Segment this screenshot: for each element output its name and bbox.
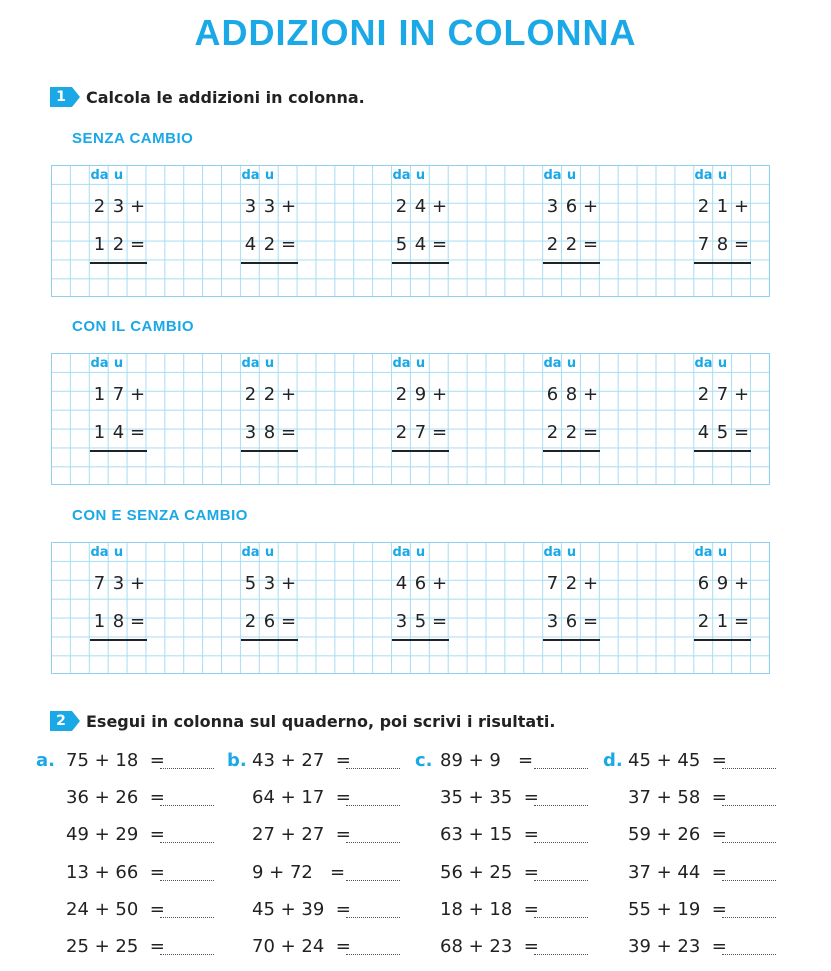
digit: 7 bbox=[414, 422, 427, 443]
digit: 2 bbox=[565, 234, 578, 255]
digit: 8 bbox=[716, 234, 729, 255]
first-addend bbox=[543, 384, 619, 408]
answer-blank[interactable] bbox=[534, 754, 588, 769]
digit: 2 bbox=[112, 234, 125, 255]
digit: 5 bbox=[244, 573, 257, 594]
first-addend bbox=[90, 384, 166, 408]
digit: 5 bbox=[716, 422, 729, 443]
column-addition bbox=[543, 543, 619, 663]
addition-expression: 9 + 72 = bbox=[252, 862, 346, 883]
first-addend bbox=[241, 384, 317, 408]
answer-blank[interactable] bbox=[160, 866, 214, 881]
plus-sign: + bbox=[129, 196, 146, 217]
second-addend bbox=[392, 611, 468, 635]
place-value-label: da bbox=[241, 356, 260, 371]
place-value-labels bbox=[241, 168, 279, 183]
column-addition bbox=[90, 166, 166, 286]
digit: 2 bbox=[263, 234, 276, 255]
equals-sign: = bbox=[431, 422, 448, 443]
place-value-label: da bbox=[90, 168, 109, 183]
digit: 2 bbox=[395, 422, 408, 443]
first-addend bbox=[694, 384, 770, 408]
result-line bbox=[241, 639, 298, 641]
digit: 4 bbox=[112, 422, 125, 443]
plus-sign: + bbox=[582, 573, 599, 594]
exercise-2-header bbox=[50, 711, 555, 731]
second-addend bbox=[241, 422, 317, 446]
plus-sign: + bbox=[733, 196, 750, 217]
equals-sign: = bbox=[280, 611, 297, 632]
addition-expression: 27 + 27 = bbox=[252, 824, 351, 845]
answer-blank[interactable] bbox=[534, 791, 588, 806]
addition-expression: 56 + 25 = bbox=[440, 862, 539, 883]
answer-blank[interactable] bbox=[346, 754, 400, 769]
first-addend bbox=[90, 573, 166, 597]
place-value-labels bbox=[543, 356, 581, 371]
exercise-1-header bbox=[50, 87, 365, 107]
addition-expression: 55 + 19 = bbox=[628, 899, 727, 920]
place-value-labels bbox=[392, 356, 430, 371]
column-addition bbox=[90, 543, 166, 663]
first-addend bbox=[694, 196, 770, 220]
place-value-labels bbox=[694, 545, 732, 560]
column-addition bbox=[694, 543, 770, 663]
place-value-label: u bbox=[264, 356, 275, 371]
equals-sign: = bbox=[582, 234, 599, 255]
digit: 7 bbox=[93, 573, 106, 594]
digit: 6 bbox=[546, 384, 559, 405]
second-addend bbox=[241, 234, 317, 258]
place-value-labels bbox=[90, 356, 128, 371]
exercise-1-instruction: Calcola le addizioni in colonna. bbox=[86, 87, 365, 107]
place-value-label: u bbox=[415, 168, 426, 183]
digit: 3 bbox=[112, 196, 125, 217]
answer-blank[interactable] bbox=[534, 828, 588, 843]
digit: 5 bbox=[395, 234, 408, 255]
first-addend bbox=[543, 196, 619, 220]
plus-sign: + bbox=[280, 384, 297, 405]
digit: 3 bbox=[112, 573, 125, 594]
addition-expression: 18 + 18 = bbox=[440, 899, 539, 920]
addition-expression: 89 + 9 = bbox=[440, 750, 534, 771]
digit: 8 bbox=[263, 422, 276, 443]
exercise-2-instruction: Esegui in colonna sul quaderno, poi scrivi i risultati. bbox=[86, 711, 556, 731]
column-letter: d. bbox=[603, 750, 623, 771]
second-addend bbox=[90, 422, 166, 446]
result-line bbox=[241, 450, 298, 452]
first-addend bbox=[90, 196, 166, 220]
digit: 7 bbox=[112, 384, 125, 405]
result-line bbox=[90, 450, 147, 452]
addition-expression: 25 + 25 = bbox=[66, 936, 165, 957]
first-addend bbox=[392, 384, 468, 408]
digit: 9 bbox=[716, 573, 729, 594]
digit: 2 bbox=[395, 196, 408, 217]
digit: 1 bbox=[716, 196, 729, 217]
place-value-label: da bbox=[392, 545, 411, 560]
page-title: ADDIZIONI IN COLONNA bbox=[194, 12, 637, 53]
answer-blank[interactable] bbox=[722, 940, 776, 955]
digit: 1 bbox=[93, 234, 106, 255]
place-value-labels bbox=[694, 356, 732, 371]
digit: 6 bbox=[565, 611, 578, 632]
place-value-label: da bbox=[90, 545, 109, 560]
column-addition bbox=[392, 166, 468, 286]
answer-blank[interactable] bbox=[722, 903, 776, 918]
digit: 2 bbox=[565, 573, 578, 594]
digit: 6 bbox=[697, 573, 710, 594]
digit: 4 bbox=[244, 234, 257, 255]
place-value-label: u bbox=[113, 545, 124, 560]
first-addend bbox=[241, 196, 317, 220]
answer-blank[interactable] bbox=[160, 828, 214, 843]
first-addend bbox=[392, 196, 468, 220]
addition-expression: 45 + 39 = bbox=[252, 899, 351, 920]
digit: 2 bbox=[697, 611, 710, 632]
column-addition bbox=[241, 543, 317, 663]
digit: 2 bbox=[565, 422, 578, 443]
digit: 7 bbox=[697, 234, 710, 255]
addition-expression: 59 + 26 = bbox=[628, 824, 727, 845]
first-addend bbox=[543, 573, 619, 597]
digit: 2 bbox=[395, 384, 408, 405]
place-value-label: u bbox=[566, 545, 577, 560]
digit: 2 bbox=[546, 422, 559, 443]
addition-expression: 24 + 50 = bbox=[66, 899, 165, 920]
result-line bbox=[694, 450, 751, 452]
place-value-label: u bbox=[415, 356, 426, 371]
digit: 3 bbox=[546, 611, 559, 632]
answer-blank[interactable] bbox=[346, 940, 400, 955]
place-value-label: da bbox=[543, 356, 562, 371]
digit: 7 bbox=[716, 384, 729, 405]
digit: 9 bbox=[414, 384, 427, 405]
second-addend bbox=[241, 611, 317, 635]
place-value-label: u bbox=[264, 168, 275, 183]
digit: 2 bbox=[93, 196, 106, 217]
addition-expression: 36 + 26 = bbox=[66, 787, 165, 808]
equals-sign: = bbox=[280, 422, 297, 443]
plus-sign: + bbox=[582, 196, 599, 217]
result-line bbox=[90, 262, 147, 264]
addition-expression: 37 + 58 = bbox=[628, 787, 727, 808]
result-line bbox=[392, 450, 449, 452]
digit: 2 bbox=[244, 611, 257, 632]
digit: 2 bbox=[697, 196, 710, 217]
place-value-label: u bbox=[717, 545, 728, 560]
place-value-label: da bbox=[392, 168, 411, 183]
result-line bbox=[241, 262, 298, 264]
answer-blank[interactable] bbox=[722, 791, 776, 806]
column-addition bbox=[392, 354, 468, 474]
digit: 3 bbox=[244, 196, 257, 217]
second-addend bbox=[392, 422, 468, 446]
place-value-labels bbox=[392, 168, 430, 183]
place-value-label: u bbox=[113, 356, 124, 371]
addition-expression: 68 + 23 = bbox=[440, 936, 539, 957]
place-value-label: u bbox=[566, 168, 577, 183]
digit: 2 bbox=[263, 384, 276, 405]
answer-blank[interactable] bbox=[346, 828, 400, 843]
squared-grid bbox=[51, 353, 770, 485]
place-value-label: u bbox=[717, 356, 728, 371]
place-value-labels bbox=[543, 168, 581, 183]
section-label: CON IL CAMBIO bbox=[72, 318, 195, 335]
column-letter: b. bbox=[227, 750, 247, 771]
first-addend bbox=[392, 573, 468, 597]
addition-expression: 70 + 24 = bbox=[252, 936, 351, 957]
column-addition bbox=[90, 354, 166, 474]
digit: 6 bbox=[565, 196, 578, 217]
digit: 3 bbox=[263, 573, 276, 594]
place-value-labels bbox=[392, 545, 430, 560]
digit: 1 bbox=[716, 611, 729, 632]
answer-blank[interactable] bbox=[160, 791, 214, 806]
addition-expression: 45 + 45 = bbox=[628, 750, 727, 771]
plus-sign: + bbox=[129, 573, 146, 594]
addition-expression: 43 + 27 = bbox=[252, 750, 351, 771]
second-addend bbox=[543, 611, 619, 635]
answer-blank[interactable] bbox=[534, 903, 588, 918]
answer-blank[interactable] bbox=[346, 791, 400, 806]
equals-sign: = bbox=[733, 422, 750, 443]
equals-sign: = bbox=[431, 611, 448, 632]
equals-sign: = bbox=[582, 611, 599, 632]
addition-expression: 35 + 35 = bbox=[440, 787, 539, 808]
digit: 2 bbox=[546, 234, 559, 255]
place-value-label: da bbox=[543, 545, 562, 560]
answer-blank[interactable] bbox=[160, 903, 214, 918]
plus-sign: + bbox=[280, 196, 297, 217]
digit: 1 bbox=[93, 422, 106, 443]
place-value-labels bbox=[694, 168, 732, 183]
equals-sign: = bbox=[280, 234, 297, 255]
answer-blank[interactable] bbox=[534, 866, 588, 881]
second-addend bbox=[543, 422, 619, 446]
digit: 3 bbox=[263, 196, 276, 217]
digit: 6 bbox=[263, 611, 276, 632]
result-line bbox=[90, 639, 147, 641]
equals-sign: = bbox=[582, 422, 599, 443]
plus-sign: + bbox=[733, 384, 750, 405]
first-addend bbox=[241, 573, 317, 597]
digit: 6 bbox=[414, 573, 427, 594]
result-line bbox=[694, 262, 751, 264]
place-value-label: da bbox=[694, 545, 713, 560]
equals-sign: = bbox=[129, 611, 146, 632]
exercise-number-badge: 2 bbox=[50, 711, 72, 731]
equals-sign: = bbox=[129, 234, 146, 255]
plus-sign: + bbox=[431, 196, 448, 217]
answer-blank[interactable] bbox=[160, 940, 214, 955]
digit: 1 bbox=[93, 611, 106, 632]
column-addition bbox=[694, 354, 770, 474]
result-line bbox=[543, 450, 600, 452]
answer-blank[interactable] bbox=[160, 754, 214, 769]
second-addend bbox=[694, 611, 770, 635]
plus-sign: + bbox=[431, 384, 448, 405]
exercise-number-badge: 1 bbox=[50, 87, 72, 107]
answer-blank[interactable] bbox=[346, 903, 400, 918]
digit: 4 bbox=[697, 422, 710, 443]
result-line bbox=[392, 639, 449, 641]
second-addend bbox=[392, 234, 468, 258]
result-line bbox=[543, 262, 600, 264]
section-label: CON E SENZA CAMBIO bbox=[72, 507, 248, 524]
result-line bbox=[392, 262, 449, 264]
digit: 8 bbox=[112, 611, 125, 632]
answer-blank[interactable] bbox=[722, 754, 776, 769]
equals-sign: = bbox=[129, 422, 146, 443]
digit: 5 bbox=[414, 611, 427, 632]
digit: 3 bbox=[244, 422, 257, 443]
addition-expression: 64 + 17 = bbox=[252, 787, 351, 808]
plus-sign: + bbox=[582, 384, 599, 405]
place-value-label: da bbox=[543, 168, 562, 183]
column-addition bbox=[543, 166, 619, 286]
first-addend bbox=[694, 573, 770, 597]
column-addition bbox=[241, 166, 317, 286]
place-value-label: u bbox=[264, 545, 275, 560]
place-value-label: u bbox=[113, 168, 124, 183]
result-line bbox=[543, 639, 600, 641]
digit: 3 bbox=[395, 611, 408, 632]
place-value-label: da bbox=[694, 356, 713, 371]
addition-expression: 63 + 15 = bbox=[440, 824, 539, 845]
equals-sign: = bbox=[733, 611, 750, 632]
addition-expression: 13 + 66 = bbox=[66, 862, 165, 883]
section-label: SENZA CAMBIO bbox=[72, 130, 194, 147]
place-value-labels bbox=[90, 545, 128, 560]
place-value-label: u bbox=[566, 356, 577, 371]
second-addend bbox=[90, 234, 166, 258]
digit: 1 bbox=[93, 384, 106, 405]
equals-sign: = bbox=[733, 234, 750, 255]
squared-grid bbox=[51, 542, 770, 674]
place-value-labels bbox=[241, 545, 279, 560]
place-value-labels bbox=[543, 545, 581, 560]
second-addend bbox=[543, 234, 619, 258]
digit: 2 bbox=[697, 384, 710, 405]
plus-sign: + bbox=[129, 384, 146, 405]
equals-sign: = bbox=[431, 234, 448, 255]
column-addition bbox=[543, 354, 619, 474]
place-value-label: u bbox=[717, 168, 728, 183]
plus-sign: + bbox=[280, 573, 297, 594]
column-addition bbox=[392, 543, 468, 663]
digit: 4 bbox=[414, 234, 427, 255]
column-letter: c. bbox=[415, 750, 433, 771]
place-value-label: da bbox=[241, 545, 260, 560]
second-addend bbox=[90, 611, 166, 635]
place-value-label: da bbox=[694, 168, 713, 183]
result-line bbox=[694, 639, 751, 641]
digit: 7 bbox=[546, 573, 559, 594]
answer-blank[interactable] bbox=[534, 940, 588, 955]
digit: 4 bbox=[414, 196, 427, 217]
squared-grid bbox=[51, 165, 770, 297]
column-letter: a. bbox=[36, 750, 55, 771]
place-value-label: da bbox=[90, 356, 109, 371]
answer-blank[interactable] bbox=[722, 866, 776, 881]
place-value-labels bbox=[90, 168, 128, 183]
place-value-label: da bbox=[241, 168, 260, 183]
place-value-label: da bbox=[392, 356, 411, 371]
answer-blank[interactable] bbox=[722, 828, 776, 843]
plus-sign: + bbox=[431, 573, 448, 594]
plus-sign: + bbox=[733, 573, 750, 594]
digit: 8 bbox=[565, 384, 578, 405]
place-value-labels bbox=[241, 356, 279, 371]
addition-expression: 39 + 23 = bbox=[628, 936, 727, 957]
second-addend bbox=[694, 234, 770, 258]
addition-expression: 37 + 44 = bbox=[628, 862, 727, 883]
answer-blank[interactable] bbox=[346, 866, 400, 881]
column-addition bbox=[694, 166, 770, 286]
second-addend bbox=[694, 422, 770, 446]
digit: 2 bbox=[244, 384, 257, 405]
place-value-label: u bbox=[415, 545, 426, 560]
digit: 3 bbox=[546, 196, 559, 217]
digit: 4 bbox=[395, 573, 408, 594]
column-addition bbox=[241, 354, 317, 474]
addition-expression: 75 + 18 = bbox=[66, 750, 165, 771]
addition-expression: 49 + 29 = bbox=[66, 824, 165, 845]
